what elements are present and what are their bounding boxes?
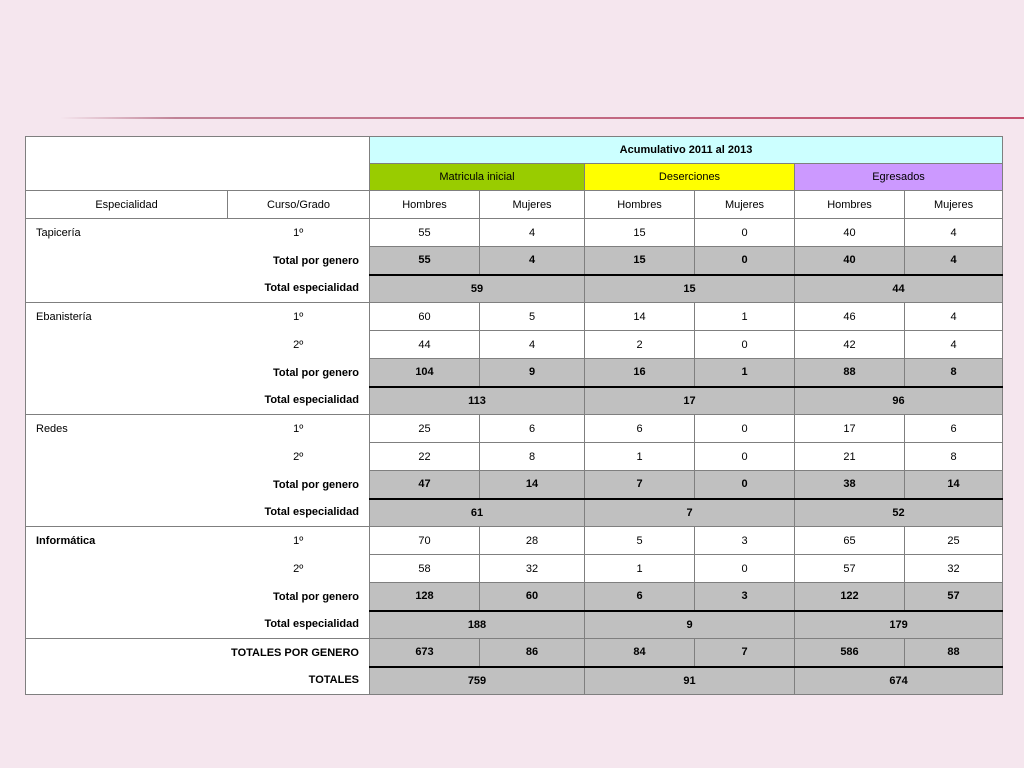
header-blank-cell bbox=[26, 137, 370, 191]
table-cell: 60 bbox=[370, 303, 480, 331]
table-cell: 32 bbox=[905, 555, 1003, 583]
table-cell: 0 bbox=[695, 415, 795, 443]
total-genero-label: Total por genero bbox=[26, 583, 370, 611]
specialty-total-cell: 7 bbox=[585, 499, 795, 527]
table-cell: 1 bbox=[695, 303, 795, 331]
total-cell: 14 bbox=[480, 471, 585, 499]
specialty-total-cell: 61 bbox=[370, 499, 585, 527]
table-cell: 17 bbox=[795, 415, 905, 443]
table-cell: 0 bbox=[695, 331, 795, 359]
totales-genero-label: TOTALES POR GENERO bbox=[26, 639, 370, 667]
total-cell: 1 bbox=[695, 359, 795, 387]
table-cell: 6 bbox=[585, 415, 695, 443]
table-cell: 0 bbox=[695, 219, 795, 247]
total-genero-label: Total por genero bbox=[26, 247, 370, 275]
table-cell: 0 bbox=[695, 555, 795, 583]
table-cell: 21 bbox=[795, 443, 905, 471]
table-cell: 25 bbox=[370, 415, 480, 443]
header-title: Acumulativo 2011 al 2013 bbox=[370, 137, 1003, 164]
specialty-total-cell: 188 bbox=[370, 611, 585, 639]
total-especialidad-label: Total especialidad bbox=[26, 275, 370, 303]
total-cell: 47 bbox=[370, 471, 480, 499]
specialty-total-cell: 15 bbox=[585, 275, 795, 303]
grand-total-cell: 586 bbox=[795, 639, 905, 667]
table-cell: 46 bbox=[795, 303, 905, 331]
table-cell: 14 bbox=[585, 303, 695, 331]
header-group-matricula: Matricula inicial bbox=[370, 164, 585, 191]
table-cell: 28 bbox=[480, 527, 585, 555]
table-cell: 44 bbox=[370, 331, 480, 359]
table-cell: 25 bbox=[905, 527, 1003, 555]
specialty-total-cell: 9 bbox=[585, 611, 795, 639]
total-cell: 60 bbox=[480, 583, 585, 611]
specialty-name: Informática bbox=[26, 527, 228, 555]
table-cell: 4 bbox=[905, 219, 1003, 247]
totales-label: TOTALES bbox=[26, 667, 370, 695]
grade-label: 2º bbox=[228, 331, 370, 359]
specialty-name: Redes bbox=[26, 415, 228, 443]
table-cell: 6 bbox=[480, 415, 585, 443]
grade-label: 1º bbox=[228, 527, 370, 555]
total-cell: 4 bbox=[905, 247, 1003, 275]
grand-total-group-cell: 674 bbox=[795, 667, 1003, 695]
table-cell: 32 bbox=[480, 555, 585, 583]
total-cell: 9 bbox=[480, 359, 585, 387]
col-header-curso: Curso/Grado bbox=[228, 191, 370, 219]
total-cell: 104 bbox=[370, 359, 480, 387]
header-group-egresados: Egresados bbox=[795, 164, 1003, 191]
table-cell: 22 bbox=[370, 443, 480, 471]
col-header-mujeres-de: Mujeres bbox=[695, 191, 795, 219]
grand-total-cell: 88 bbox=[905, 639, 1003, 667]
table-cell: 55 bbox=[370, 219, 480, 247]
table-cell: 1 bbox=[585, 443, 695, 471]
total-genero-label: Total por genero bbox=[26, 471, 370, 499]
col-header-hombres-de: Hombres bbox=[585, 191, 695, 219]
total-cell: 57 bbox=[905, 583, 1003, 611]
total-especialidad-label: Total especialidad bbox=[26, 611, 370, 639]
grade-label: 1º bbox=[228, 219, 370, 247]
total-cell: 14 bbox=[905, 471, 1003, 499]
total-cell: 16 bbox=[585, 359, 695, 387]
grade-label: 1º bbox=[228, 415, 370, 443]
col-header-especialidad: Especialidad bbox=[26, 191, 228, 219]
col-header-hombres-mi: Hombres bbox=[370, 191, 480, 219]
specialty-name: Tapicería bbox=[26, 219, 228, 247]
grand-total-group-cell: 91 bbox=[585, 667, 795, 695]
total-cell: 38 bbox=[795, 471, 905, 499]
table-cell: 40 bbox=[795, 219, 905, 247]
table-cell: 4 bbox=[905, 331, 1003, 359]
total-cell: 6 bbox=[585, 583, 695, 611]
table-cell: 1 bbox=[585, 555, 695, 583]
enrollment-table bbox=[25, 136, 1003, 695]
blank-cell bbox=[26, 443, 228, 471]
total-cell: 0 bbox=[695, 471, 795, 499]
specialty-total-cell: 44 bbox=[795, 275, 1003, 303]
total-cell: 0 bbox=[695, 247, 795, 275]
total-cell: 122 bbox=[795, 583, 905, 611]
decorative-rule bbox=[60, 117, 1024, 119]
table-cell: 4 bbox=[480, 331, 585, 359]
specialty-total-cell: 179 bbox=[795, 611, 1003, 639]
blank-cell bbox=[26, 555, 228, 583]
table-cell: 57 bbox=[795, 555, 905, 583]
total-cell: 8 bbox=[905, 359, 1003, 387]
total-cell: 88 bbox=[795, 359, 905, 387]
table-cell: 15 bbox=[585, 219, 695, 247]
grand-total-cell: 84 bbox=[585, 639, 695, 667]
grade-label: 2º bbox=[228, 555, 370, 583]
total-genero-label: Total por genero bbox=[26, 359, 370, 387]
col-header-mujeres-mi: Mujeres bbox=[480, 191, 585, 219]
specialty-total-cell: 17 bbox=[585, 387, 795, 415]
total-cell: 3 bbox=[695, 583, 795, 611]
table-cell: 65 bbox=[795, 527, 905, 555]
blank-cell bbox=[26, 331, 228, 359]
col-header-mujeres-eg: Mujeres bbox=[905, 191, 1003, 219]
table-cell: 58 bbox=[370, 555, 480, 583]
total-cell: 4 bbox=[480, 247, 585, 275]
table-cell: 6 bbox=[905, 415, 1003, 443]
col-header-hombres-eg: Hombres bbox=[795, 191, 905, 219]
specialty-total-cell: 59 bbox=[370, 275, 585, 303]
table-cell: 8 bbox=[480, 443, 585, 471]
specialty-total-cell: 96 bbox=[795, 387, 1003, 415]
table-cell: 4 bbox=[480, 219, 585, 247]
total-cell: 15 bbox=[585, 247, 695, 275]
grand-total-group-cell: 759 bbox=[370, 667, 585, 695]
table-cell: 5 bbox=[585, 527, 695, 555]
grand-total-cell: 86 bbox=[480, 639, 585, 667]
grand-total-cell: 673 bbox=[370, 639, 480, 667]
total-especialidad-label: Total especialidad bbox=[26, 499, 370, 527]
table-cell: 4 bbox=[905, 303, 1003, 331]
table-cell: 5 bbox=[480, 303, 585, 331]
table-cell: 0 bbox=[695, 443, 795, 471]
header-group-deserciones: Deserciones bbox=[585, 164, 795, 191]
table-cell: 2 bbox=[585, 331, 695, 359]
specialty-name: Ebanistería bbox=[26, 303, 228, 331]
table-cell: 42 bbox=[795, 331, 905, 359]
grand-total-cell: 7 bbox=[695, 639, 795, 667]
table-cell: 70 bbox=[370, 527, 480, 555]
grade-label: 1º bbox=[228, 303, 370, 331]
specialty-total-cell: 113 bbox=[370, 387, 585, 415]
total-especialidad-label: Total especialidad bbox=[26, 387, 370, 415]
total-cell: 128 bbox=[370, 583, 480, 611]
total-cell: 55 bbox=[370, 247, 480, 275]
table-cell: 3 bbox=[695, 527, 795, 555]
grade-label: 2º bbox=[228, 443, 370, 471]
total-cell: 7 bbox=[585, 471, 695, 499]
total-cell: 40 bbox=[795, 247, 905, 275]
specialty-total-cell: 52 bbox=[795, 499, 1003, 527]
table-cell: 8 bbox=[905, 443, 1003, 471]
